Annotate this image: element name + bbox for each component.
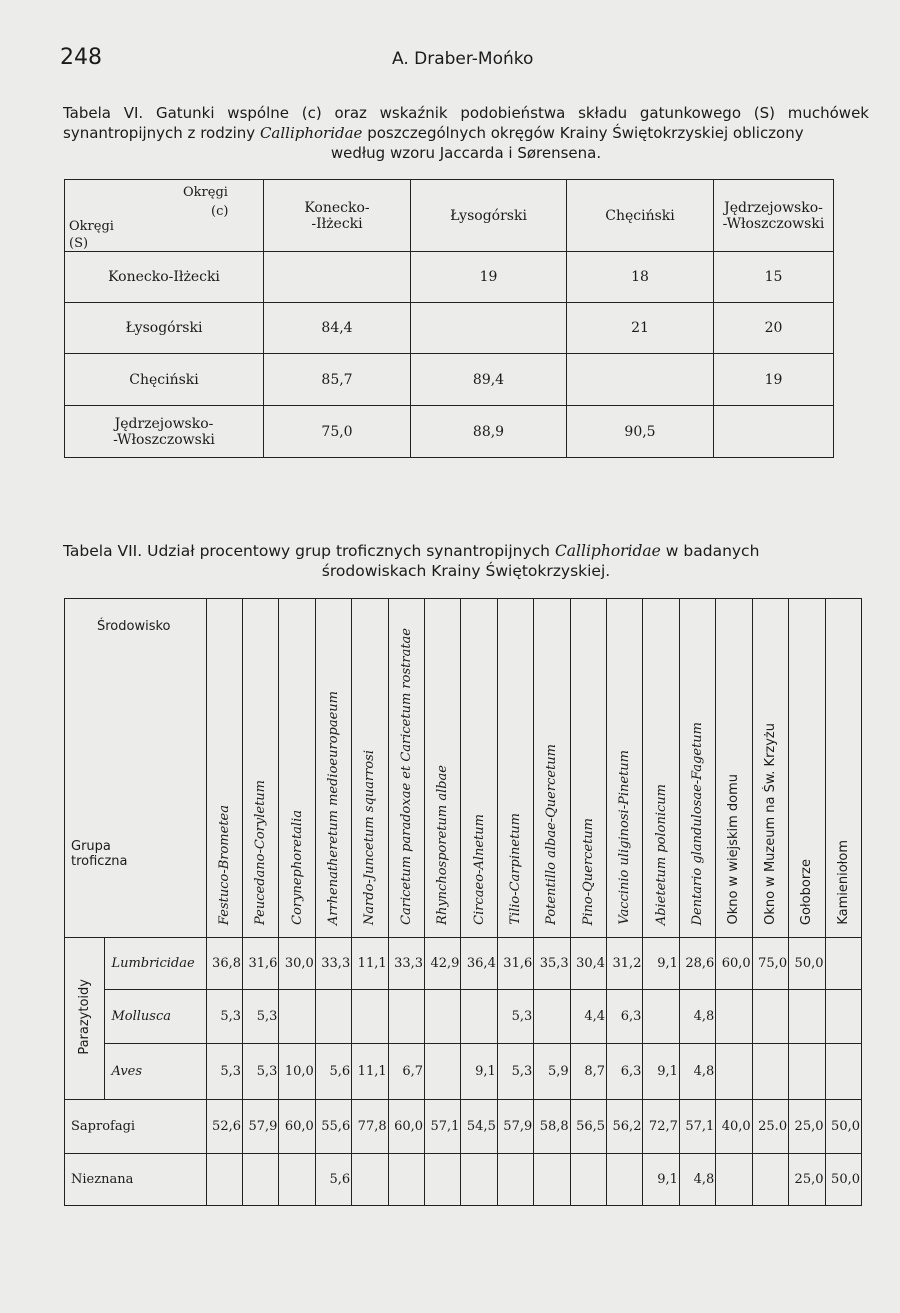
column-label: Rhynchosporetum albae	[435, 765, 451, 925]
table7-cell	[388, 1154, 424, 1206]
table7-cell: 54,5	[461, 1100, 497, 1154]
table7-cell: 4,4	[570, 990, 606, 1044]
table7-cell	[315, 990, 351, 1044]
table6-cell: 18	[567, 252, 714, 303]
table7-cell: 75,0	[752, 938, 788, 990]
table7-cell	[825, 938, 862, 990]
table7-cell	[243, 1154, 279, 1206]
table7-cell: 60,0	[279, 1100, 315, 1154]
table7-cell	[352, 1154, 388, 1206]
corner-top-label: Okręgi	[183, 184, 228, 200]
table7-cell: 33,3	[388, 938, 424, 990]
table7-row	[65, 1100, 862, 1154]
table7-cell: 11,1	[352, 1044, 388, 1100]
table7-cell: 42,9	[425, 938, 461, 990]
table7-cell	[279, 990, 315, 1044]
table7-cell: 50,0	[825, 1100, 862, 1154]
table7-cell: 5,9	[534, 1044, 570, 1100]
table7-col-header	[607, 599, 643, 938]
table6-cell: 84,4	[264, 303, 411, 354]
column-label: Circaeo-Alnetum	[471, 814, 487, 925]
table7-cell	[825, 990, 862, 1044]
corner-s-label: (S)	[69, 235, 89, 251]
table6-cell	[411, 303, 567, 354]
table7-col-header	[716, 599, 752, 938]
table7-cell: 72,7	[643, 1100, 679, 1154]
column-label: Okno w wiejskim domu	[726, 774, 742, 925]
table7-cell: 60,0	[716, 938, 752, 990]
table7-cell: 10,0	[279, 1044, 315, 1100]
table7-col-header	[534, 599, 570, 938]
table7-cell: 56,2	[607, 1100, 643, 1154]
table7-cell: 6,3	[607, 1044, 643, 1100]
table7-cell: 5,3	[243, 990, 279, 1044]
column-label: Caricetum paradoxae et Caricetum rostratae	[398, 628, 414, 925]
table7-cell	[534, 1154, 570, 1206]
table7-cell: 77,8	[352, 1100, 388, 1154]
running-header-author: A. Draber-Mońko	[392, 49, 534, 69]
column-label: Arrhenatheretum medioeuropaeum	[326, 690, 342, 925]
column-label: Tilio-Carpinetum	[508, 813, 524, 925]
table7-cell: 55,6	[315, 1100, 351, 1154]
table7-cell: 36,4	[461, 938, 497, 990]
table7-col-header	[206, 599, 242, 938]
column-label: Nardo-Juncetum squarrosi	[362, 749, 378, 925]
table7-row	[65, 1044, 862, 1100]
table7-cell: 31,6	[243, 938, 279, 990]
table7-cell: 9,1	[643, 938, 679, 990]
table6-cell: 19	[714, 354, 834, 406]
table7-col-header	[643, 599, 679, 938]
column-label: Okno w Muzeum na Św. Krzyżu	[762, 723, 778, 925]
table7-col-header	[243, 599, 279, 938]
table7-cell	[425, 1044, 461, 1100]
table7-cell: 9,1	[643, 1154, 679, 1206]
table7-cell: 57,1	[679, 1100, 715, 1154]
table6-row-label: Chęciński	[65, 354, 264, 406]
table7	[64, 598, 862, 1206]
table7-cell	[570, 1154, 606, 1206]
table7-cell: 6,7	[388, 1044, 424, 1100]
table7-cell: 5,3	[206, 1044, 242, 1100]
table7-cell: 50,0	[825, 1154, 862, 1206]
table7-cell: 57,1	[425, 1100, 461, 1154]
table7-cell: 35,3	[534, 938, 570, 990]
table7-row-label: Nieznana	[65, 1154, 207, 1206]
column-label: Gołoborze	[799, 858, 815, 925]
table6-col-header: Jędrzejowsko- -Włoszczowski	[714, 180, 834, 252]
table7-cell: 5,3	[497, 1044, 533, 1100]
table6-cell: 85,7	[264, 354, 411, 406]
table7-corner	[65, 599, 207, 938]
table7-row	[65, 990, 862, 1044]
table7-col-header	[570, 599, 606, 938]
table6-col-header: Chęciński	[567, 180, 714, 252]
table7-cell: 40,0	[716, 1100, 752, 1154]
table7-cell	[752, 1154, 788, 1206]
table6-caption: Tabela VI. Gatunki wspólne (c) oraz wskaźnik podobieństwa składu gatunkowego (S) muchówek synantropijnych z rodziny Calliphoridae poszczególnych okręgów Krainy Świętokrzyskiej obliczony według wzoru Jaccarda i Sørensena.	[63, 104, 869, 162]
table7-row	[65, 1154, 862, 1206]
table7-cell: 11,1	[352, 938, 388, 990]
table7-col-header	[425, 599, 461, 938]
table7-cell: 31,6	[497, 938, 533, 990]
table7-cell: 9,1	[643, 1044, 679, 1100]
table6-corner	[65, 180, 264, 252]
table7-cell: 33,3	[315, 938, 351, 990]
table7-cell: 25,0	[789, 1154, 825, 1206]
table7-cell	[352, 990, 388, 1044]
table7-row-label: Saprofagi	[65, 1100, 207, 1154]
table7-cell: 28,6	[679, 938, 715, 990]
table7-row-label: Mollusca	[105, 990, 206, 1044]
table6-cell: 89,4	[411, 354, 567, 406]
table6-cell: 15	[714, 252, 834, 303]
table7-cell	[425, 990, 461, 1044]
corner-environment-label: Środowisko	[97, 619, 171, 634]
table7-cell	[461, 1154, 497, 1206]
table7-cell: 31,2	[607, 938, 643, 990]
table7-col-header	[679, 599, 715, 938]
table7-cell: 8,7	[570, 1044, 606, 1100]
table6-cell: 19	[411, 252, 567, 303]
table7-cell: 30,0	[279, 938, 315, 990]
table7-cell	[643, 990, 679, 1044]
table7-cell: 5,3	[497, 990, 533, 1044]
table7-cell: 5,3	[206, 990, 242, 1044]
table7-cell: 57,9	[497, 1100, 533, 1154]
table7-cell	[497, 1154, 533, 1206]
column-label: Abietetum polonicum	[653, 783, 669, 925]
table7-cell: 60,0	[388, 1100, 424, 1154]
table7-col-header	[279, 599, 315, 938]
table6-cell	[714, 406, 834, 458]
table7-cell	[534, 990, 570, 1044]
table7-col-header	[352, 599, 388, 938]
table7-cell: 30,4	[570, 938, 606, 990]
table6-cell: 75,0	[264, 406, 411, 458]
table6-cell: 88,9	[411, 406, 567, 458]
table7-cell: 6,3	[607, 990, 643, 1044]
table7-cell	[716, 990, 752, 1044]
table6-cell: 21	[567, 303, 714, 354]
column-label: Dentario glandulosae-Fagetum	[690, 721, 706, 925]
column-label: Kamieniołom	[835, 840, 851, 925]
table7-cell	[752, 990, 788, 1044]
table7-cell	[425, 1154, 461, 1206]
corner-c-label: (c)	[211, 203, 229, 219]
table6-col-header: Konecko- -Iłżecki	[264, 180, 411, 252]
table7-cell: 50,0	[789, 938, 825, 990]
table7-cell: 5,6	[315, 1154, 351, 1206]
corner-group-label: Grupa troficzna	[71, 839, 128, 869]
table6-col-header: Łysogórski	[411, 180, 567, 252]
table7-cell	[388, 990, 424, 1044]
column-label: Potentillo albae-Quercetum	[544, 744, 560, 925]
table7-cell	[752, 1044, 788, 1100]
table7-cell: 36,8	[206, 938, 242, 990]
table7-col-header	[315, 599, 351, 938]
column-label: Vaccinio uliginosi-Pinetum	[617, 750, 633, 925]
group-parasitoids-label: Parazytoidy	[77, 978, 93, 1055]
table7-cell: 4,8	[679, 990, 715, 1044]
column-label: Festuco-Brometea	[216, 804, 232, 925]
table7-cell	[716, 1154, 752, 1206]
table6	[64, 179, 834, 458]
table7-cell: 25.0	[752, 1100, 788, 1154]
table7-cell: 25,0	[789, 1100, 825, 1154]
table7-cell: 9,1	[461, 1044, 497, 1100]
table7-row	[65, 938, 862, 990]
table7-cell	[607, 1154, 643, 1206]
table7-cell	[279, 1154, 315, 1206]
table7-col-header	[825, 599, 862, 938]
table6-cell: 90,5	[567, 406, 714, 458]
table7-cell: 5,6	[315, 1044, 351, 1100]
table7-col-header	[497, 599, 533, 938]
page-number: 248	[60, 45, 102, 70]
table7-cell	[789, 1044, 825, 1100]
table7-cell: 5,3	[243, 1044, 279, 1100]
table7-cell: 58,8	[534, 1100, 570, 1154]
table7-col-header	[461, 599, 497, 938]
table7-cell: 4,8	[679, 1044, 715, 1100]
table7-cell	[206, 1154, 242, 1206]
table6-row-label: Łysogórski	[65, 303, 264, 354]
table7-cell	[716, 1044, 752, 1100]
table7-col-header	[388, 599, 424, 938]
column-label: Corynephoretalia	[289, 810, 305, 925]
table7-cell	[461, 990, 497, 1044]
column-label: Pino-Quercetum	[580, 817, 596, 925]
table7-cell: 57,9	[243, 1100, 279, 1154]
table7-col-header	[752, 599, 788, 938]
corner-left-label: Okręgi	[69, 218, 114, 234]
column-label: Peucedano-Coryletum	[253, 780, 269, 925]
table7-row-label: Lumbricidae	[105, 938, 206, 990]
table6-cell	[567, 354, 714, 406]
table6-cell	[264, 252, 411, 303]
table7-cell	[789, 990, 825, 1044]
table7-header-row	[65, 599, 862, 938]
table7-caption: Tabela VII. Udział procentowy grup troficznych synantropijnych Calliphoridae w badanych środowiskach Krainy Świętokrzyskiej.	[63, 542, 760, 580]
group-label-cell	[65, 938, 105, 1100]
table7-cell: 4,8	[679, 1154, 715, 1206]
table6-row-label: Jędrzejowsko- -Włoszczowski	[65, 406, 264, 458]
table7-cell	[825, 1044, 862, 1100]
table7-cell: 52,6	[206, 1100, 242, 1154]
table6-cell: 20	[714, 303, 834, 354]
table7-cell: 56,5	[570, 1100, 606, 1154]
table7-row-label: Aves	[105, 1044, 206, 1100]
table6-row-label: Konecko-Iłżecki	[65, 252, 264, 303]
table7-col-header	[789, 599, 825, 938]
